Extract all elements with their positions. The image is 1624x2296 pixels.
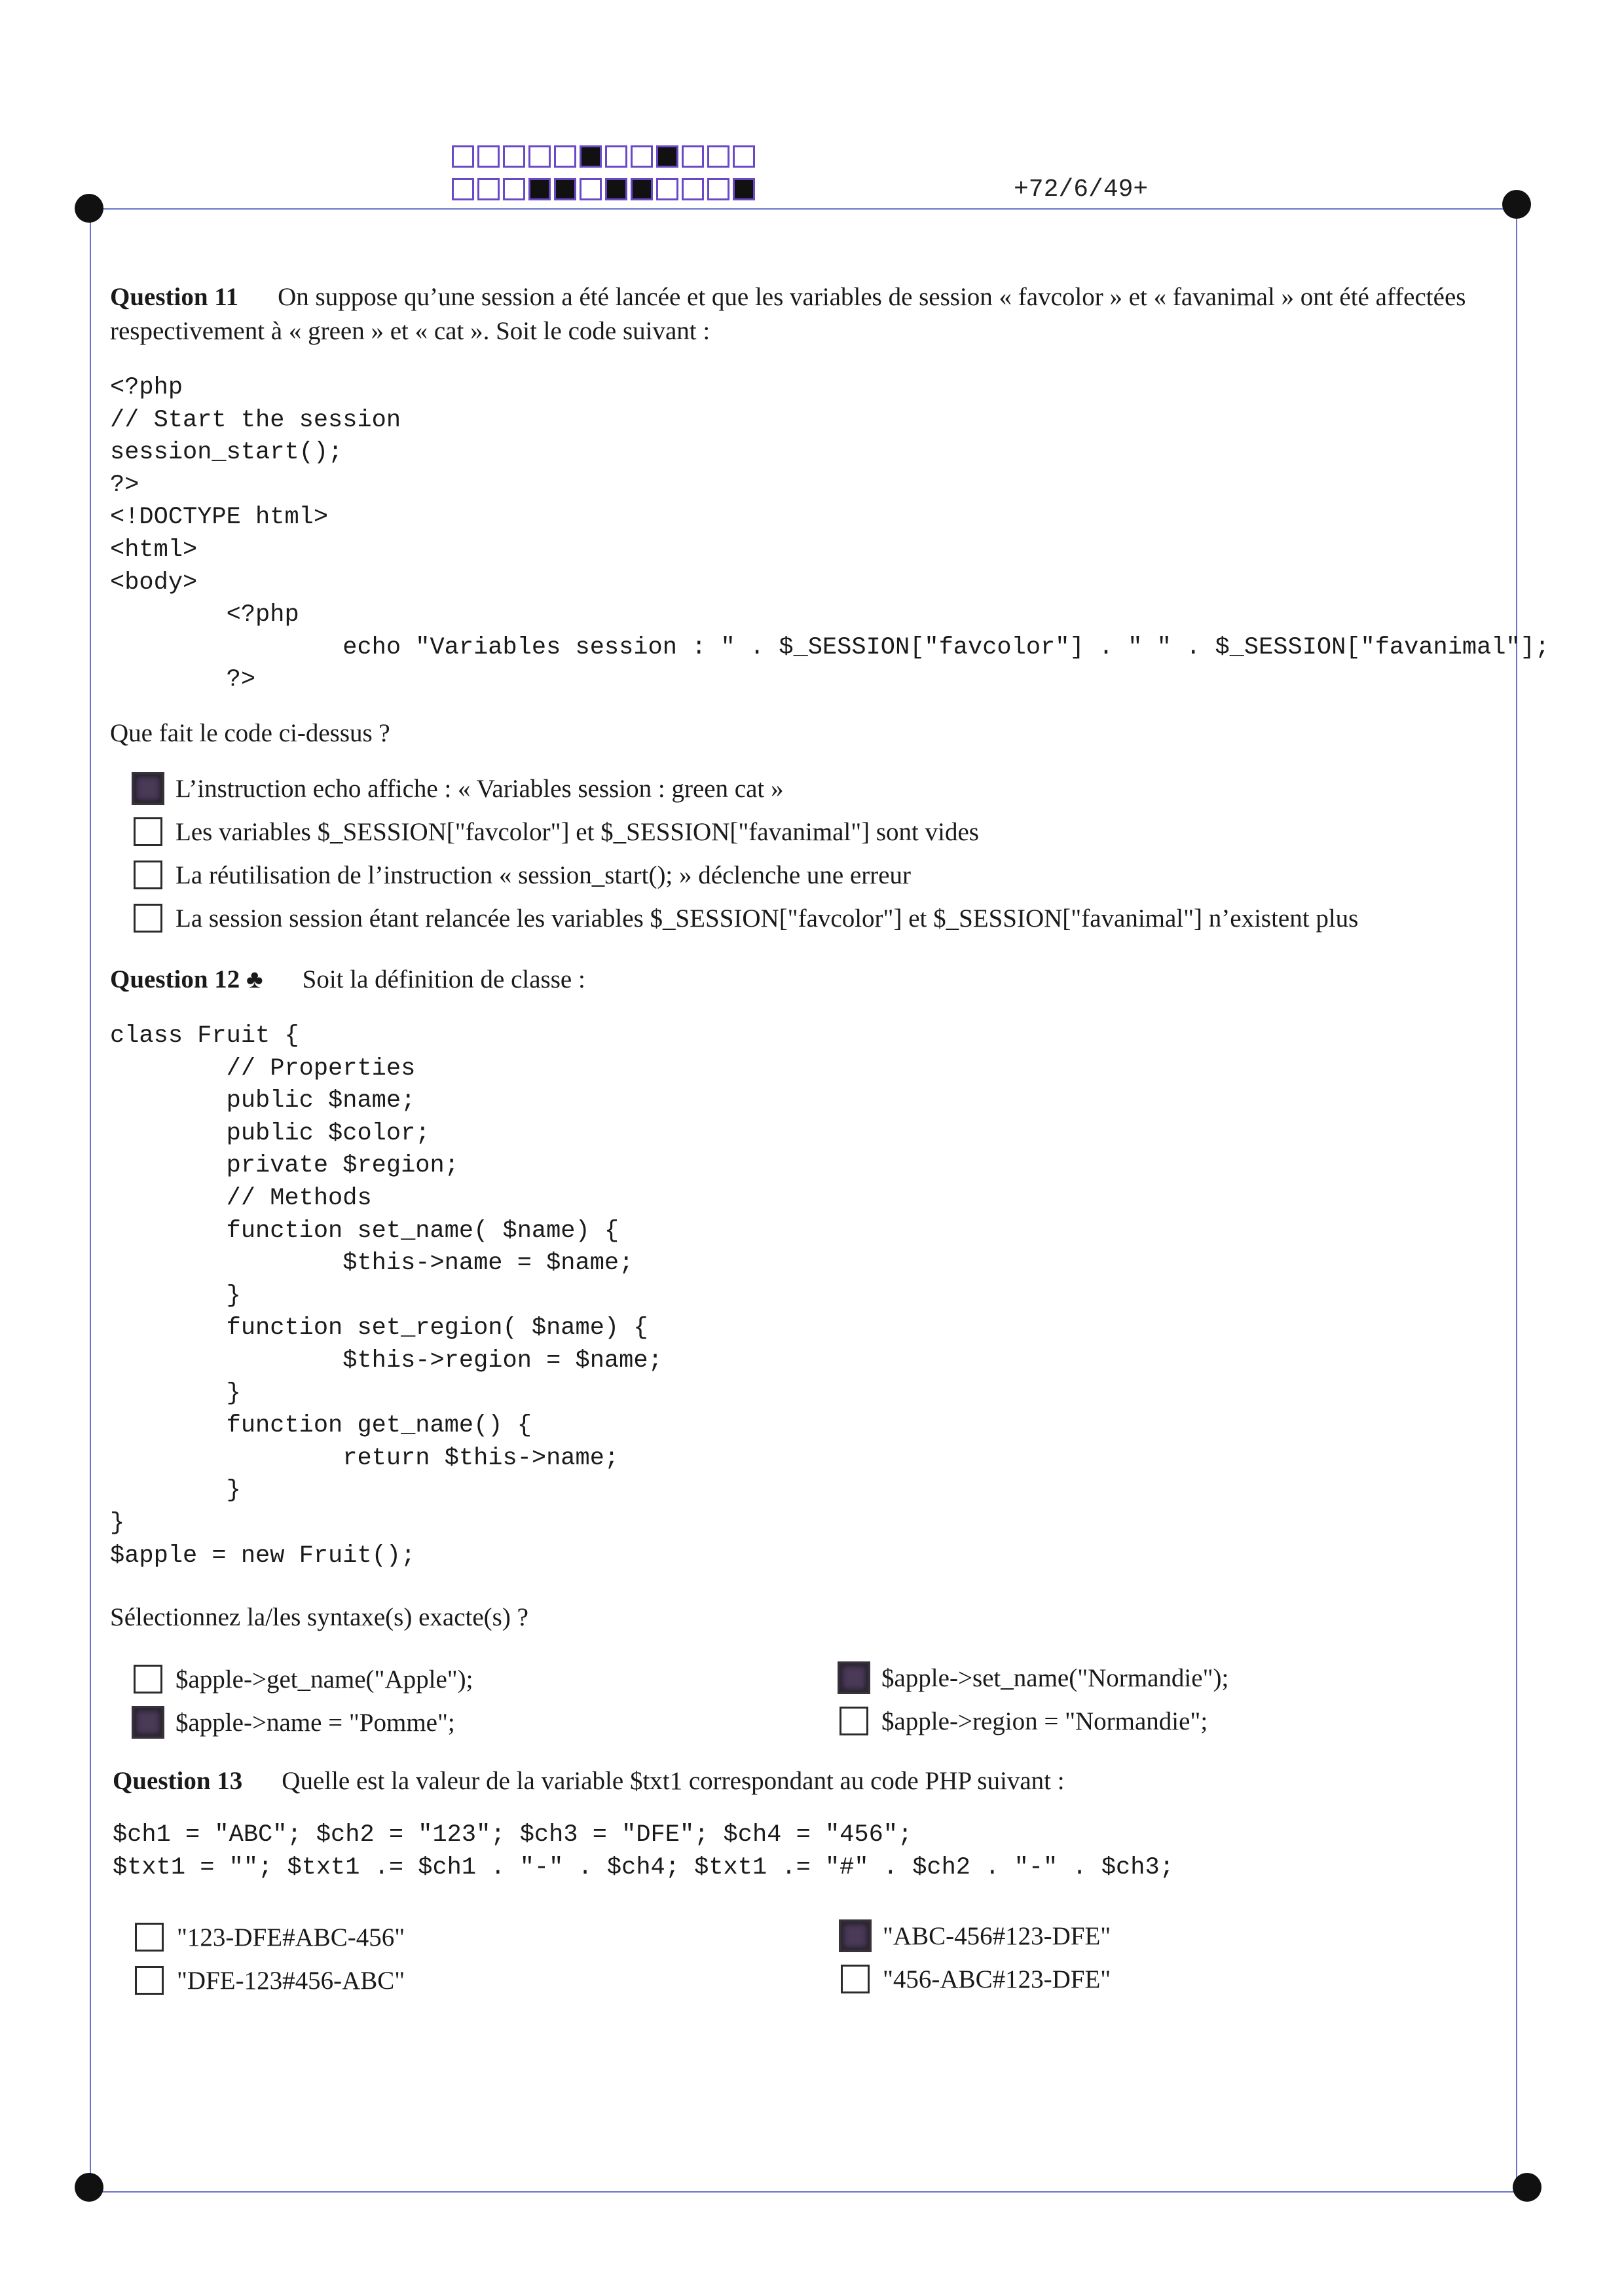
q12-option-2-label: $apple->set_name("Normandie"); <box>881 1663 1229 1692</box>
id-grid-row-2-cell-4 <box>528 178 551 200</box>
q12-option-3[interactable] <box>134 1705 455 1739</box>
q12-option-1-label: $apple->get_name("Apple"); <box>175 1665 473 1694</box>
id-grid-row-1-cell-6 <box>580 145 602 168</box>
question-13-header <box>113 1764 1507 1798</box>
q12-option-2[interactable] <box>840 1661 1228 1695</box>
question-13-intro: Quelle est la valeur de la variable $txt1 correspondant au code PHP suivant : <box>282 1767 1065 1795</box>
q11-option-4[interactable] <box>134 901 1358 935</box>
question-12-intro: Soit la définition de classe : <box>302 965 585 993</box>
id-grid-row-2-cell-8 <box>631 178 653 200</box>
q11-option-2[interactable] <box>134 815 979 849</box>
id-grid-row-2-cell-1 <box>452 178 474 200</box>
q11-option-3-label: La réutilisation de l’instruction « session_start(); » déclenche une erreur <box>175 861 912 889</box>
q12-option-1[interactable] <box>134 1662 473 1696</box>
q12-option-4[interactable] <box>840 1704 1208 1738</box>
q11-option-1-checkbox[interactable] <box>134 774 162 803</box>
corner-mark-bottom-right <box>1513 2173 1541 2202</box>
q13-option-3[interactable] <box>135 1963 405 1997</box>
question-11-label: Question 11 <box>110 283 239 311</box>
id-grid-row-1-cell-5 <box>554 145 576 168</box>
q12-option-3-label: $apple->name = "Pomme"; <box>175 1708 455 1737</box>
id-grid-row-2-cell-12 <box>733 178 755 200</box>
q12-option-4-checkbox[interactable] <box>840 1707 868 1735</box>
q13-option-4-checkbox[interactable] <box>841 1965 870 1993</box>
question-13-code: $ch1 = "ABC"; $ch2 = "123"; $ch3 = "DFE"; $ch4 = "456"; $txt1 = ""; $txt1 .= $ch1 . "-" . $ch4; $txt1 .= "#" . $ch2 . "-" . $ch3; <box>113 1821 1174 1881</box>
id-grid-row-2-cell-6 <box>580 178 602 200</box>
q13-option-2[interactable] <box>841 1919 1111 1953</box>
question-11-header <box>110 280 1505 348</box>
id-grid-row-2-cell-10 <box>682 178 704 200</box>
q11-option-2-checkbox[interactable] <box>134 817 162 846</box>
id-grid-row-1-cell-2 <box>477 145 500 168</box>
page-id: +72/6/49+ <box>1014 176 1149 204</box>
q12-option-3-checkbox[interactable] <box>134 1708 162 1737</box>
id-grid-row-1-cell-4 <box>528 145 551 168</box>
q13-option-2-checkbox[interactable] <box>841 1921 870 1950</box>
q11-option-1-label: L’instruction echo affiche : « Variables session : green cat » <box>175 774 784 803</box>
q11-option-3-checkbox[interactable] <box>134 861 162 889</box>
q12-option-2-checkbox[interactable] <box>840 1663 868 1692</box>
id-grid-row-1-cell-9 <box>656 145 678 168</box>
id-grid-row-1-cell-8 <box>631 145 653 168</box>
q12-option-4-label: $apple->region = "Normandie"; <box>881 1707 1208 1735</box>
corner-mark-bottom-left <box>75 2173 103 2202</box>
q11-option-3[interactable] <box>134 858 911 892</box>
student-id-grid-row-2 <box>452 178 758 200</box>
q13-option-1-label: "123-DFE#ABC-456" <box>177 1923 405 1952</box>
q13-option-1-checkbox[interactable] <box>135 1923 164 1952</box>
corner-mark-top-left <box>75 194 103 223</box>
question-12-label: Question 12 ♣ <box>110 965 263 993</box>
id-grid-row-1-cell-7 <box>605 145 627 168</box>
question-13-label: Question 13 <box>113 1767 243 1795</box>
id-grid-row-2-cell-9 <box>656 178 678 200</box>
question-11-prompt: Que fait le code ci-dessus ? <box>110 719 390 747</box>
question-12-prompt: Sélectionnez la/les syntaxe(s) exacte(s) ? <box>110 1603 528 1631</box>
q13-option-4[interactable] <box>841 1962 1111 1996</box>
question-12-header <box>110 963 1505 997</box>
q12-option-1-checkbox[interactable] <box>134 1665 162 1694</box>
id-grid-row-1-cell-12 <box>733 145 755 168</box>
question-12-code: class Fruit { // Properties public $name; public $color; private $region; // Methods function set_name( $name) { $this->name = $name; } function set_region( $name) { $this->region = $name; } function get_name() { return $this->name; } } $apple = new Fruit(); <box>110 1022 663 1570</box>
q11-option-2-label: Les variables $_SESSION["favcolor"] et $_SESSION["favanimal"] sont vides <box>175 817 979 846</box>
q13-option-3-label: "DFE-123#456-ABC" <box>177 1966 405 1995</box>
id-grid-row-1-cell-1 <box>452 145 474 168</box>
id-grid-row-1-cell-10 <box>682 145 704 168</box>
id-grid-row-2-cell-5 <box>554 178 576 200</box>
q13-option-3-checkbox[interactable] <box>135 1966 164 1995</box>
q11-option-4-label: La session session étant relancée les variables $_SESSION["favcolor"] et $_SESSION["favanimal"] n’existent plus <box>175 904 1359 933</box>
id-grid-row-1-cell-3 <box>503 145 525 168</box>
id-grid-row-2-cell-11 <box>707 178 729 200</box>
question-11-code: <?php // Start the session session_start(); ?> <!DOCTYPE html> <html> <body> <?php echo "Variables session : " . $_SESSION["favcolor"] . " " . $_SESSION["favanimal"]; ?> <box>110 374 1550 694</box>
corner-mark-top-right <box>1502 190 1531 219</box>
q13-option-4-label: "456-ABC#123-DFE" <box>883 1965 1111 1993</box>
q11-option-4-checkbox[interactable] <box>134 904 162 933</box>
q11-option-1[interactable] <box>134 771 784 805</box>
id-grid-row-2-cell-7 <box>605 178 627 200</box>
id-grid-row-2-cell-2 <box>477 178 500 200</box>
q13-option-1[interactable] <box>135 1920 405 1954</box>
student-id-grid-row-1 <box>452 145 758 168</box>
question-11-intro: On suppose qu’une session a été lancée et que les variables de session « favcolor » et « favanimal » ont été affectées respectivement à « green » et « cat ». Soit le code suivant : <box>110 283 1466 345</box>
id-grid-row-1-cell-11 <box>707 145 729 168</box>
q13-option-2-label: "ABC-456#123-DFE" <box>883 1921 1111 1950</box>
id-grid-row-2-cell-3 <box>503 178 525 200</box>
